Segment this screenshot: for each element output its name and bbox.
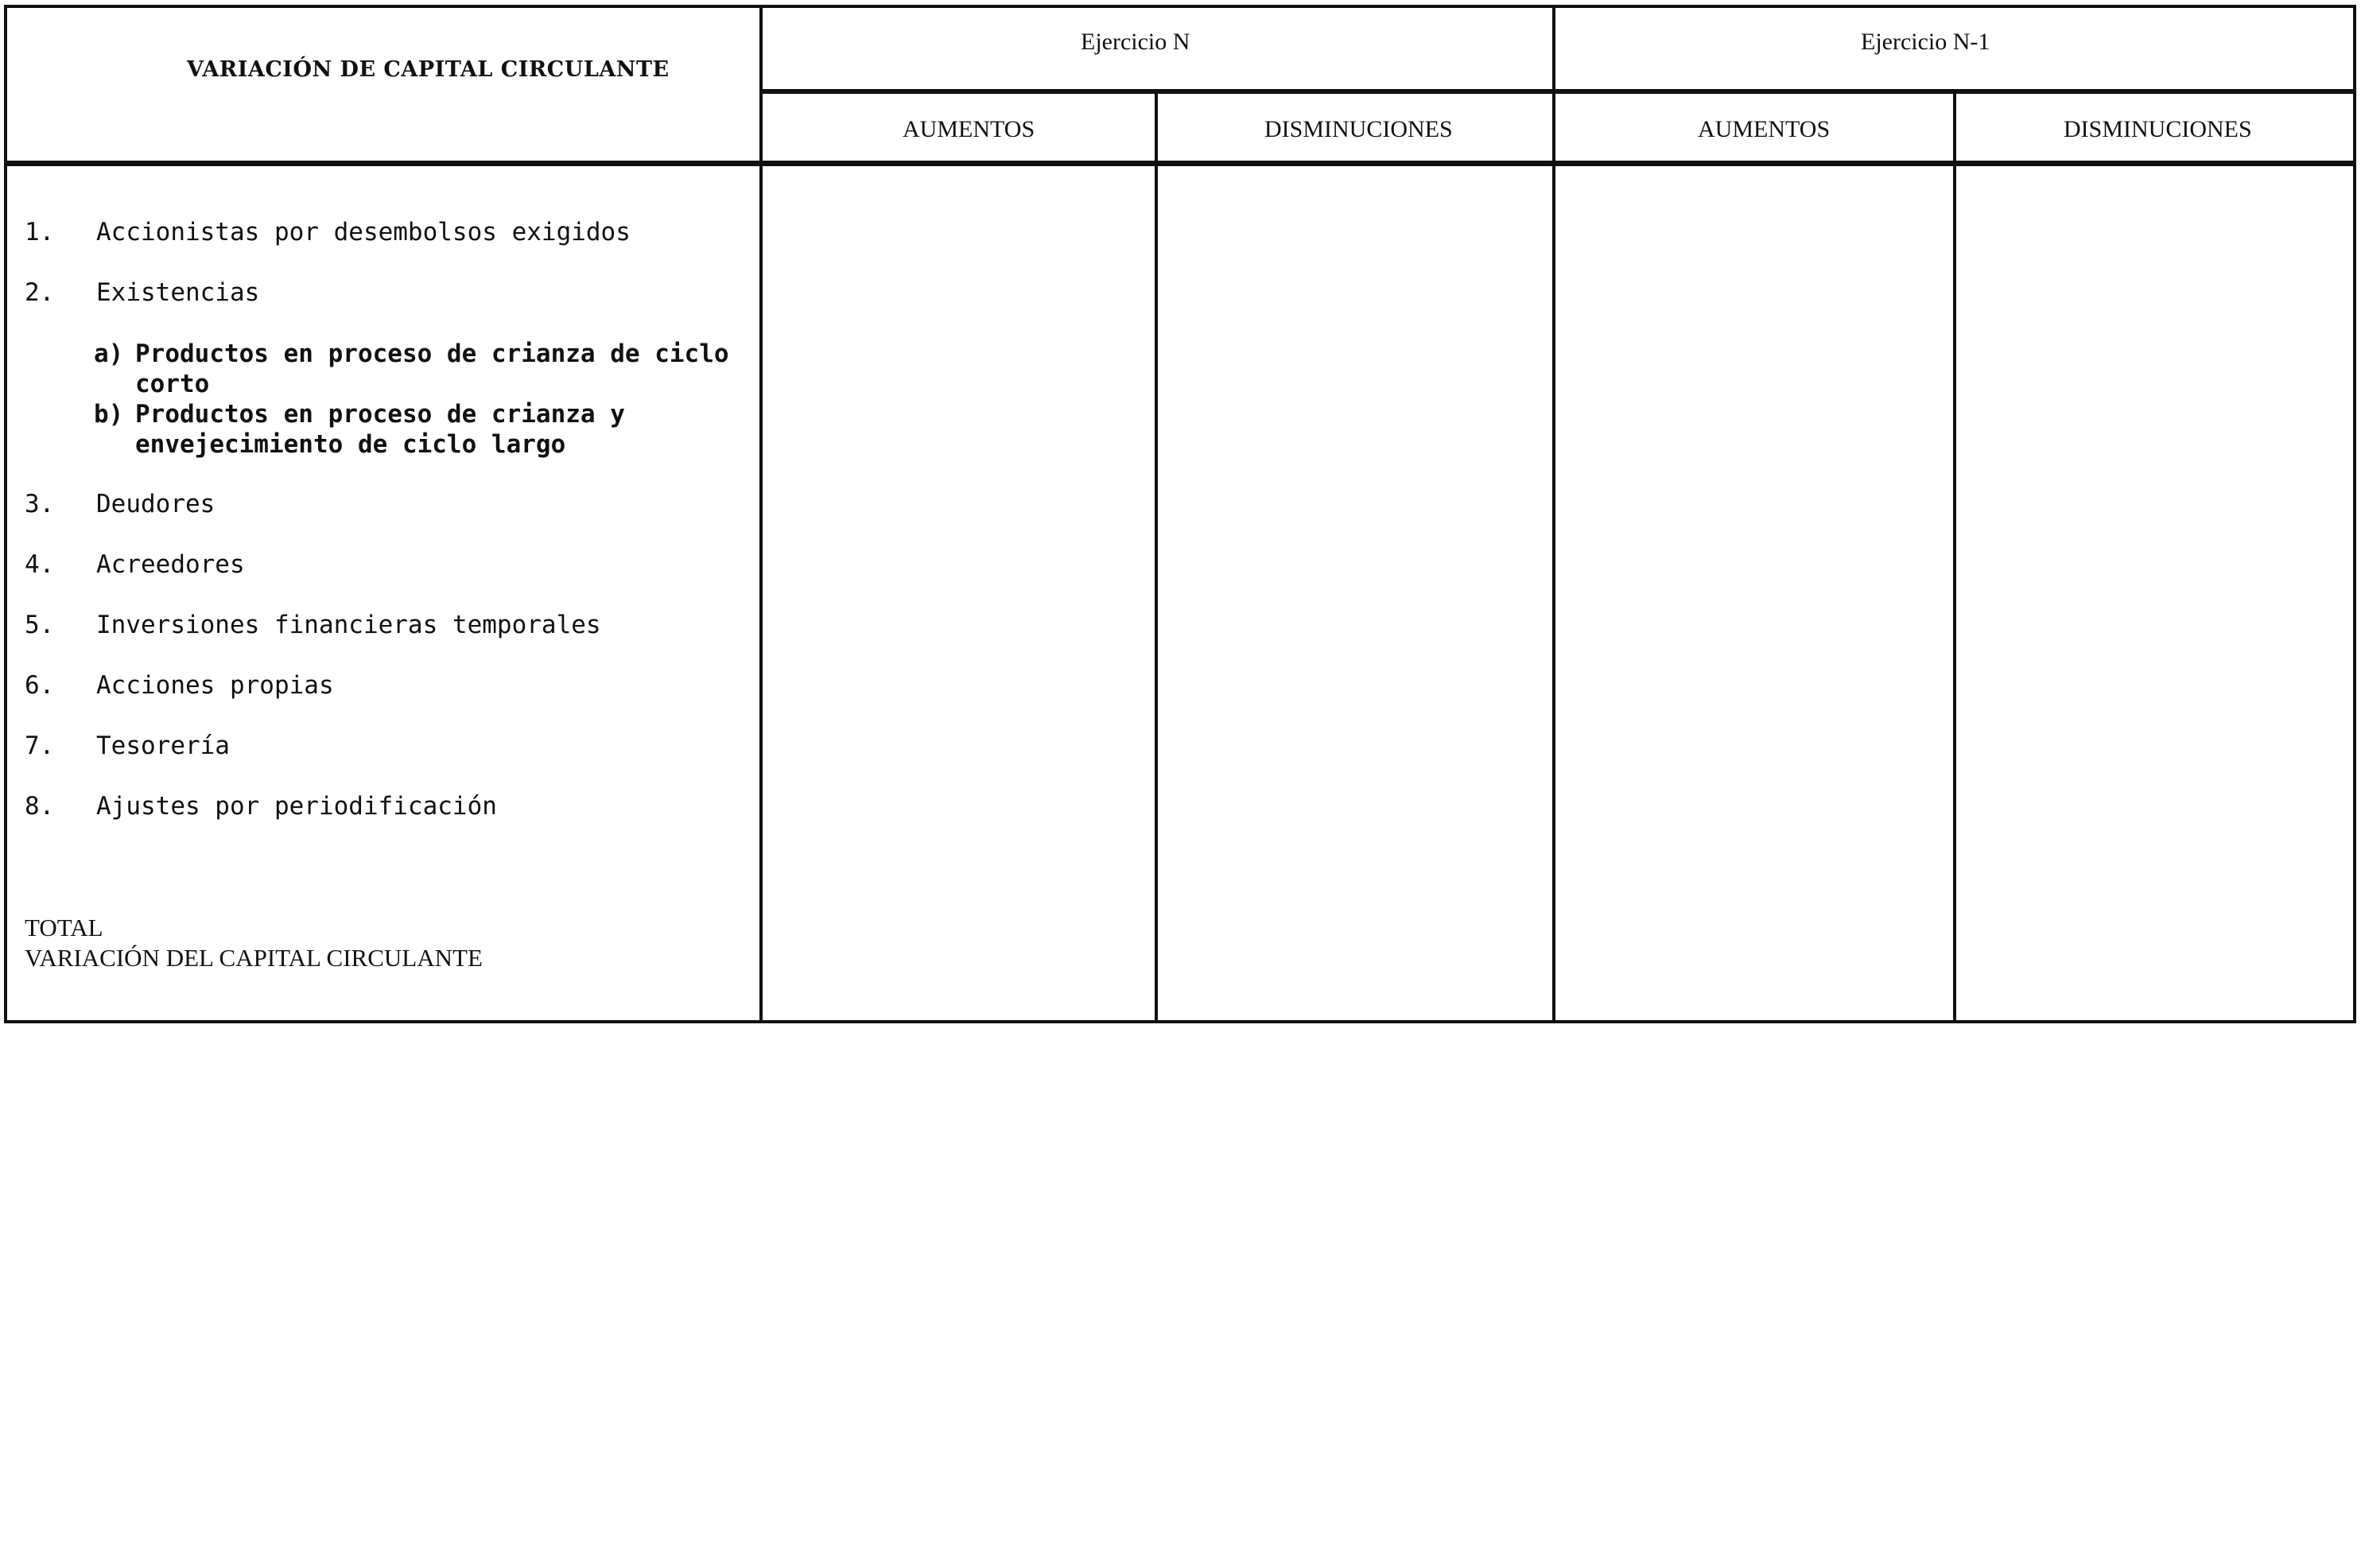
subrow-marker: a): [94, 340, 124, 368]
subrow-label-line1: Productos en proceso de crianza de ciclo: [135, 340, 729, 368]
row-number: 6.: [25, 671, 55, 700]
column-divider: [1155, 92, 1158, 1023]
column-header-aumentos-n-1: AUMENTOS: [1698, 116, 1831, 142]
column-divider: [759, 5, 763, 1023]
row-label: Acciones propias: [96, 671, 334, 700]
period-header-divider: [759, 89, 2356, 94]
column-divider: [1552, 5, 1555, 1023]
table-frame: [4, 5, 2356, 1023]
row-number: 5.: [25, 611, 55, 639]
row-label: Inversiones financieras temporales: [96, 611, 601, 639]
column-divider: [1953, 92, 1956, 1023]
row-number: 3.: [25, 490, 55, 518]
row-number: 8.: [25, 792, 55, 821]
subrow-marker: b): [94, 400, 124, 429]
column-header-disminuciones-n-1: DISMINUCIONES: [2064, 116, 2252, 142]
header-bottom-rule: [4, 161, 2356, 166]
subrow-label-line2: envejecimiento de ciclo largo: [135, 430, 566, 459]
total-label: [25, 913, 483, 973]
table-title: VARIACIÓN DE CAPITAL CIRCULANTE: [187, 57, 670, 82]
row-label: Acreedores: [96, 550, 245, 579]
row-label: Existencias: [96, 278, 260, 307]
period-header-n: Ejercicio N: [1081, 29, 1190, 55]
subrow-label-line1: Productos en proceso de crianza y: [135, 400, 625, 429]
row-number: 2.: [25, 278, 55, 307]
period-header-n-1: Ejercicio N-1: [1861, 29, 1990, 55]
row-number: 7.: [25, 732, 55, 760]
row-number: 1.: [25, 218, 55, 246]
total-line1: TOTAL: [25, 914, 103, 941]
row-number: 4.: [25, 550, 55, 579]
subrow-label-line2: corto: [135, 370, 210, 398]
capital-variation-table: [4, 5, 2356, 1023]
row-label: Tesorería: [96, 732, 230, 760]
column-header-disminuciones-n: DISMINUCIONES: [1264, 116, 1453, 142]
row-label: Ajustes por periodificación: [96, 792, 497, 821]
column-header-aumentos-n: AUMENTOS: [903, 116, 1035, 142]
row-label: Accionistas por desembolsos exigidos: [96, 218, 631, 246]
total-line2: VARIACIÓN DEL CAPITAL CIRCULANTE: [25, 944, 483, 972]
row-label: Deudores: [96, 490, 216, 518]
